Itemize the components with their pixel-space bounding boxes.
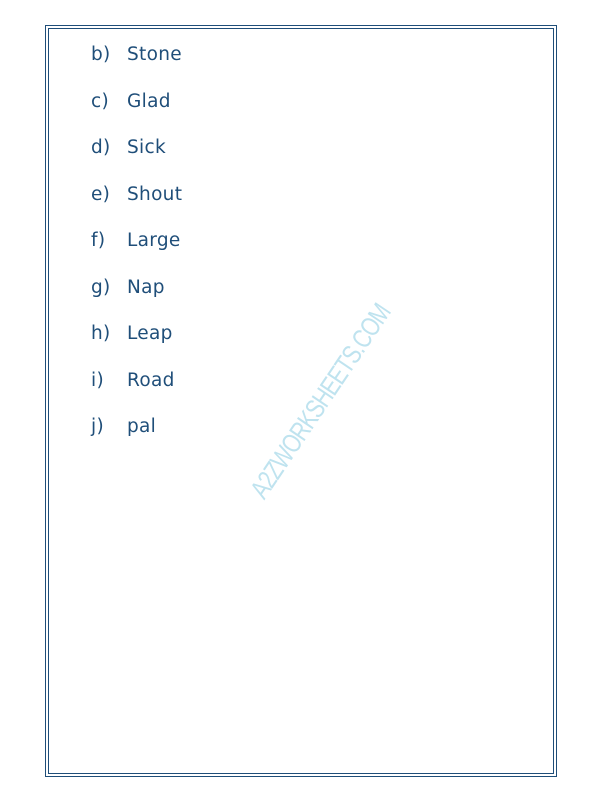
list-word: Road <box>127 369 175 391</box>
list-word: Nap <box>127 276 165 298</box>
list-item <box>91 230 182 277</box>
list-word: Sick <box>127 137 166 158</box>
list-item <box>91 44 182 91</box>
list-marker: h) <box>91 323 111 344</box>
list-marker: d) <box>91 137 111 158</box>
list-marker: e) <box>91 183 111 205</box>
list-word: pal <box>127 416 157 437</box>
list-word: Glad <box>127 90 171 112</box>
list-item <box>91 323 182 370</box>
list-marker: g) <box>91 276 111 298</box>
list-marker: b) <box>91 44 111 65</box>
list-marker: f) <box>91 230 106 251</box>
list-marker: j) <box>91 416 104 437</box>
list-marker: c) <box>91 90 109 112</box>
list-word: Shout <box>127 183 183 205</box>
list-marker: i) <box>91 369 104 391</box>
list-item <box>91 277 182 324</box>
word-list <box>91 44 182 463</box>
list-item <box>91 137 182 184</box>
list-word: Large <box>127 230 181 251</box>
list-item <box>91 184 182 231</box>
list-item <box>91 416 182 463</box>
list-word: Leap <box>127 323 173 344</box>
list-word: Stone <box>127 44 182 65</box>
watermark: A2ZWORKSHEETS.COM <box>244 298 397 504</box>
list-item <box>91 370 182 417</box>
list-item <box>91 91 182 138</box>
